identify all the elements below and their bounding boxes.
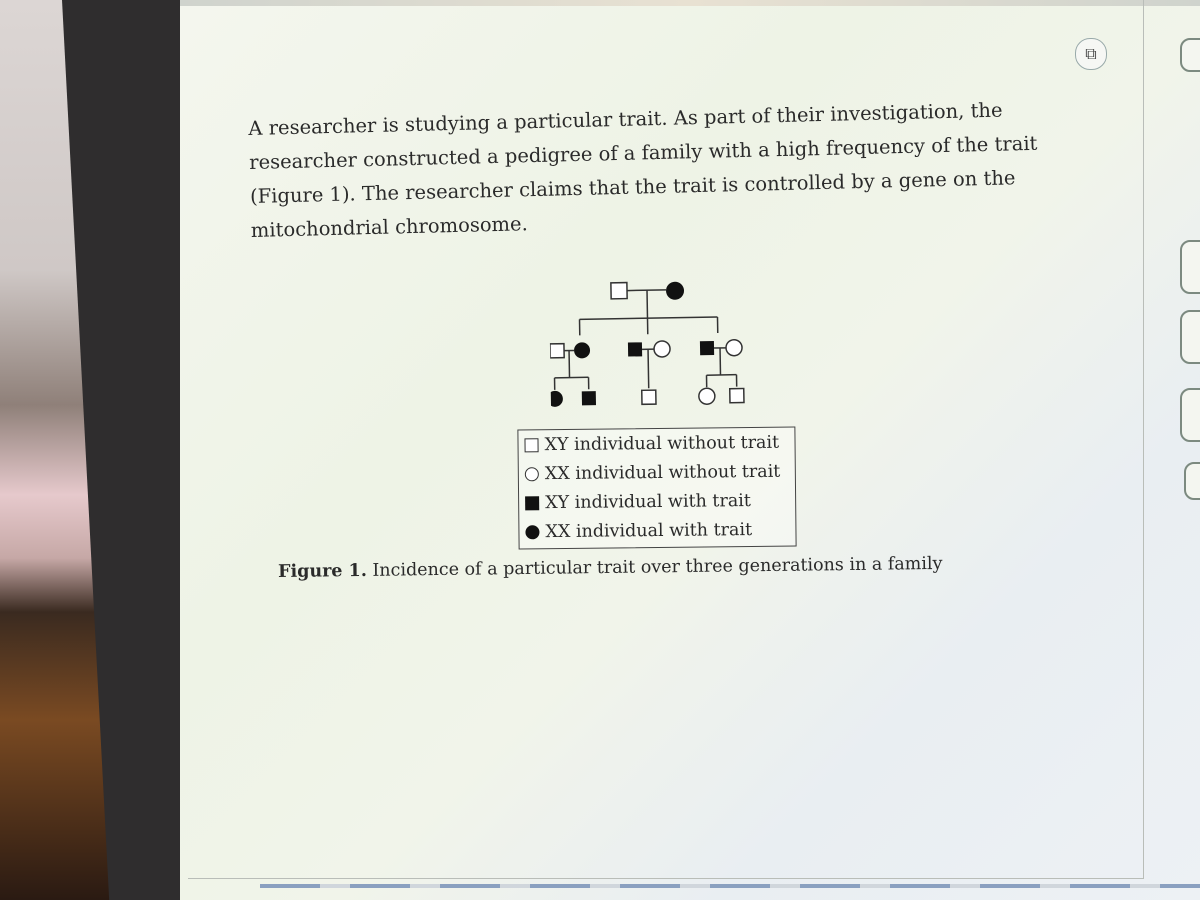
gen3-child-5 bbox=[730, 389, 744, 403]
bottom-strip bbox=[260, 884, 1200, 888]
circle-open-icon bbox=[525, 467, 539, 481]
answer-choice-d[interactable] bbox=[1184, 462, 1200, 500]
gen2-son-1 bbox=[628, 342, 642, 356]
figure-caption-text: Incidence of a particular trait over three generations in a family bbox=[372, 553, 943, 581]
gen3-child-2 bbox=[582, 391, 596, 405]
pedigree-chart bbox=[549, 270, 772, 424]
gen3-child-4 bbox=[699, 388, 715, 404]
legend-label: XY individual with trait bbox=[545, 490, 751, 513]
gen1-mother bbox=[666, 282, 684, 300]
monitor-screen bbox=[180, 0, 1200, 900]
pedigree-legend bbox=[517, 427, 796, 550]
legend-label: XX individual without trait bbox=[544, 461, 781, 484]
answer-choice-c[interactable] bbox=[1180, 388, 1200, 442]
answer-choice-b[interactable] bbox=[1180, 310, 1200, 364]
gen1-father bbox=[611, 283, 627, 299]
legend-item bbox=[519, 515, 795, 547]
square-filled-icon bbox=[525, 496, 539, 510]
question-passage: A researcher is studying a particular trait. As part of their investigation, the researcher constructed a pedigree of a family with a high frequency of the trait (Figure 1). The researcher claims that the trait is controlled by a gene on the mitochondrial chromosome. bbox=[248, 98, 1038, 242]
legend-label: XY individual without trait bbox=[544, 432, 780, 455]
legend-item bbox=[518, 428, 794, 460]
pop-out-icon[interactable]: ⧉ bbox=[1075, 38, 1107, 70]
gen3-child-3 bbox=[642, 390, 656, 404]
gen2-spouse-1 bbox=[550, 344, 564, 358]
side-tab-button[interactable] bbox=[1180, 38, 1200, 72]
circle-filled-icon bbox=[525, 525, 539, 539]
square-open-icon bbox=[524, 438, 538, 452]
figure-caption-label: Figure 1. bbox=[278, 560, 367, 582]
gen3-child-1 bbox=[549, 391, 563, 407]
legend-item bbox=[519, 486, 795, 518]
legend-label: XX individual with trait bbox=[545, 519, 753, 542]
legend-item bbox=[519, 457, 795, 489]
gen2-spouse-2 bbox=[654, 341, 670, 357]
answer-choice-a[interactable] bbox=[1180, 240, 1200, 294]
gen2-spouse-3 bbox=[726, 340, 742, 356]
gen2-son-2 bbox=[700, 341, 714, 355]
gen2-daughter-1 bbox=[574, 342, 590, 358]
